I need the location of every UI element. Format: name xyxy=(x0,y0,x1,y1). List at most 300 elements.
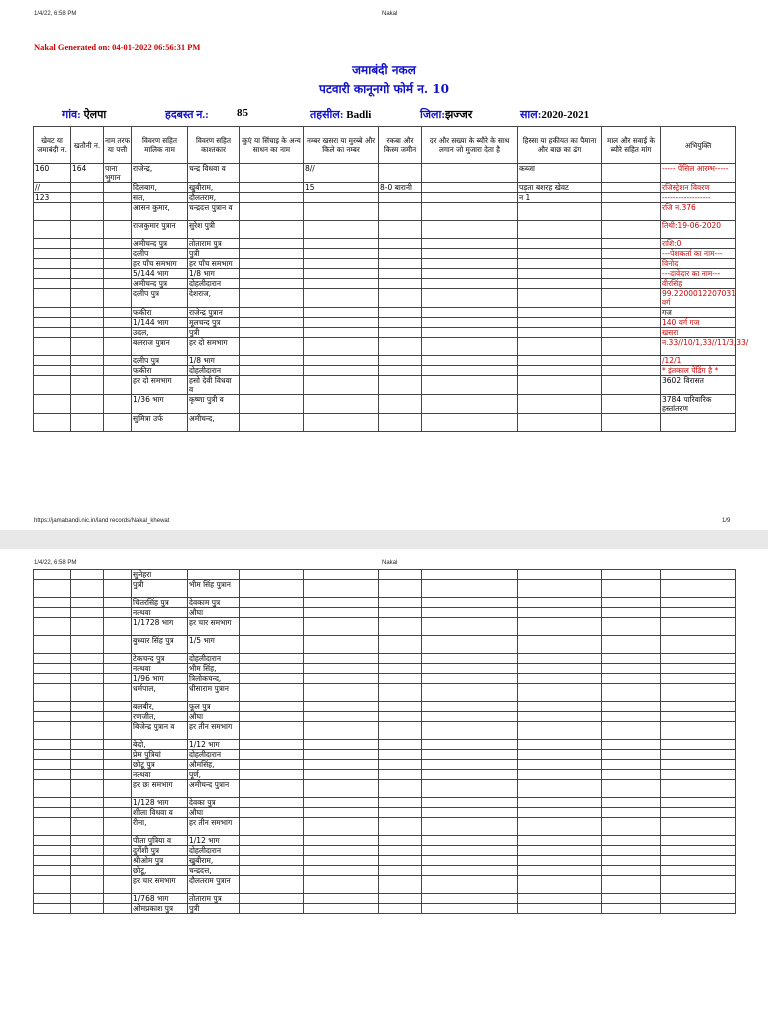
cell-khasra xyxy=(304,702,379,712)
cell-maal xyxy=(602,876,661,894)
cell-malik: राजकुमार पुत्रान xyxy=(132,221,188,239)
table-row xyxy=(34,598,736,608)
cell-khewat xyxy=(34,750,71,760)
cell-taraf xyxy=(104,674,132,684)
cell-maal xyxy=(602,221,661,239)
cell-remark: रजिस्ट्रेशन विवरण xyxy=(661,183,736,193)
cell-khasra xyxy=(304,366,379,376)
cell-kashtkar: खुबीराम, xyxy=(188,856,240,866)
cell-remark: 3784 पारिवारिक हस्तांतरण xyxy=(661,395,736,414)
cell-dar xyxy=(422,580,518,598)
cell-kuan xyxy=(240,356,304,366)
cell-khatoni xyxy=(71,722,104,740)
cell-khewat xyxy=(34,580,71,598)
cell-malik: शीला विधवा व xyxy=(132,808,188,818)
cell-khewat xyxy=(34,904,71,914)
cell-taraf xyxy=(104,664,132,674)
cell-dar xyxy=(422,866,518,876)
cell-khatoni xyxy=(71,395,104,414)
cell-maal xyxy=(602,780,661,798)
cell-malik: फकीरा xyxy=(132,366,188,376)
cell-khatoni xyxy=(71,846,104,856)
cell-khewat xyxy=(34,338,71,356)
nakal-generated-on: Nakal Generated on: 04-01-2022 06:56:31 PM xyxy=(34,42,201,52)
cell-taraf xyxy=(104,722,132,740)
cell-rakba xyxy=(379,279,422,289)
cell-hissa xyxy=(518,722,602,740)
cell-kashtkar: 1/5 भाग xyxy=(188,636,240,654)
cell-hissa xyxy=(518,395,602,414)
cell-dar xyxy=(422,269,518,279)
table-row xyxy=(34,856,736,866)
cell-kuan xyxy=(240,636,304,654)
cell-dar xyxy=(422,760,518,770)
cell-rakba xyxy=(379,239,422,249)
cell-taraf xyxy=(104,414,132,432)
cell-kuan xyxy=(240,866,304,876)
cell-khatoni xyxy=(71,193,104,203)
cell-khewat xyxy=(34,221,71,239)
cell-khatoni xyxy=(71,808,104,818)
cell-taraf xyxy=(104,702,132,712)
cell-hissa: पड़ता बशरह खेवट xyxy=(518,183,602,193)
cell-kuan xyxy=(240,664,304,674)
table-row xyxy=(34,249,736,259)
cell-rakba xyxy=(379,164,422,183)
cell-malik: राजेन्द्र, xyxy=(132,164,188,183)
cell-kashtkar: पुत्री xyxy=(188,904,240,914)
cell-kuan xyxy=(240,684,304,702)
cell-maal xyxy=(602,818,661,836)
cell-khatoni xyxy=(71,876,104,894)
cell-remark xyxy=(661,904,736,914)
cell-khasra xyxy=(304,608,379,618)
cell-rakba xyxy=(379,722,422,740)
cell-taraf xyxy=(104,780,132,798)
cell-remark xyxy=(661,712,736,722)
cell-dar xyxy=(422,722,518,740)
cell-dar xyxy=(422,636,518,654)
cell-kuan xyxy=(240,193,304,203)
print-footer-url: https://jamabandi.nic.in/land records/Nakal_khewat xyxy=(34,518,170,524)
cell-maal xyxy=(602,183,661,193)
table-row xyxy=(34,740,736,750)
cell-kuan xyxy=(240,249,304,259)
cell-kuan xyxy=(240,722,304,740)
cell-dar xyxy=(422,712,518,722)
cell-remark xyxy=(661,674,736,684)
cell-taraf xyxy=(104,193,132,203)
cell-hissa xyxy=(518,712,602,722)
cell-remark: ----- पेंसिल आरम्भ----- xyxy=(661,164,736,183)
cell-malik: अमीचन्द पुत्र xyxy=(132,239,188,249)
cell-taraf xyxy=(104,598,132,608)
cell-hissa xyxy=(518,239,602,249)
print-header-title: Nakal xyxy=(382,11,398,17)
cell-malik: नत्थवा xyxy=(132,664,188,674)
cell-dar xyxy=(422,193,518,203)
cell-taraf xyxy=(104,249,132,259)
cell-hissa xyxy=(518,684,602,702)
cell-khasra xyxy=(304,750,379,760)
cell-hissa xyxy=(518,249,602,259)
cell-khewat xyxy=(34,722,71,740)
cell-rakba xyxy=(379,193,422,203)
cell-remark xyxy=(661,664,736,674)
cell-khasra xyxy=(304,395,379,414)
table-row xyxy=(34,338,736,356)
cell-hissa xyxy=(518,740,602,750)
cell-taraf xyxy=(104,904,132,914)
table-row xyxy=(34,636,736,654)
cell-rakba xyxy=(379,702,422,712)
cell-hissa xyxy=(518,818,602,836)
cell-taraf xyxy=(104,395,132,414)
cell-hissa xyxy=(518,846,602,856)
cell-hissa xyxy=(518,598,602,608)
cell-khasra xyxy=(304,203,379,221)
cell-khasra xyxy=(304,338,379,356)
cell-khatoni xyxy=(71,740,104,750)
cell-khasra xyxy=(304,318,379,328)
cell-kashtkar: धीसाराम पुत्रान xyxy=(188,684,240,702)
cell-malik: सुनेहरा xyxy=(132,570,188,580)
cell-khewat xyxy=(34,618,71,636)
cell-hissa xyxy=(518,570,602,580)
table-row xyxy=(34,414,736,432)
cell-rakba xyxy=(379,328,422,338)
cell-maal xyxy=(602,580,661,598)
cell-kuan xyxy=(240,846,304,856)
cell-hissa xyxy=(518,259,602,269)
cell-hissa xyxy=(518,664,602,674)
table-row xyxy=(34,328,736,338)
cell-remark xyxy=(661,608,736,618)
cell-khasra xyxy=(304,636,379,654)
cell-rakba xyxy=(379,780,422,798)
table-row xyxy=(34,366,736,376)
cell-kashtkar: पुत्री xyxy=(188,249,240,259)
cell-kuan xyxy=(240,414,304,432)
cell-khewat xyxy=(34,664,71,674)
cell-taraf xyxy=(104,338,132,356)
cell-taraf xyxy=(104,876,132,894)
cell-kashtkar: हसो देवी विधवा व xyxy=(188,376,240,395)
cell-maal xyxy=(602,674,661,684)
cell-khatoni xyxy=(71,856,104,866)
cell-rakba xyxy=(379,249,422,259)
cell-maal xyxy=(602,269,661,279)
cell-rakba xyxy=(379,808,422,818)
cell-dar xyxy=(422,818,518,836)
cell-rakba xyxy=(379,684,422,702)
cell-hissa xyxy=(518,414,602,432)
cell-khatoni: 164 xyxy=(71,164,104,183)
cell-rakba xyxy=(379,366,422,376)
cell-taraf xyxy=(104,318,132,328)
cell-malik: बेदो, xyxy=(132,740,188,750)
meta-hadbast-value: 85 xyxy=(237,107,248,119)
cell-khasra xyxy=(304,356,379,366)
cell-malik: आसन कुमार, xyxy=(132,203,188,221)
cell-khasra xyxy=(304,818,379,836)
cell-remark xyxy=(661,570,736,580)
cell-kuan xyxy=(240,818,304,836)
cell-dar xyxy=(422,654,518,664)
cell-remark xyxy=(661,818,736,836)
cell-taraf xyxy=(104,328,132,338)
cell-taraf xyxy=(104,866,132,876)
cell-hissa xyxy=(518,366,602,376)
cell-taraf xyxy=(104,239,132,249)
cell-hissa xyxy=(518,203,602,221)
cell-khasra xyxy=(304,740,379,750)
cell-maal xyxy=(602,328,661,338)
cell-khasra xyxy=(304,770,379,780)
cell-khewat xyxy=(34,770,71,780)
table-row xyxy=(34,221,736,239)
cell-khasra xyxy=(304,760,379,770)
meta-saal: साल:2020-2021 xyxy=(520,109,590,121)
cell-remark: वीरसिंह xyxy=(661,279,736,289)
table-row xyxy=(34,894,736,904)
cell-malik: ओमप्रकाश पुत्र xyxy=(132,904,188,914)
cell-malik: अमीचन्द पुत्र xyxy=(132,279,188,289)
cell-khewat xyxy=(34,702,71,712)
cell-kashtkar: पूर्ण, xyxy=(188,770,240,780)
cell-hissa xyxy=(518,376,602,395)
cell-rakba xyxy=(379,750,422,760)
cell-khasra xyxy=(304,876,379,894)
cell-maal xyxy=(602,279,661,289)
cell-taraf xyxy=(104,750,132,760)
cell-malik: टेकचन्द पुत्र xyxy=(132,654,188,664)
cell-remark: न.33//10/1,33//11/3,33/ xyxy=(661,338,736,356)
cell-khasra xyxy=(304,712,379,722)
cell-khasra xyxy=(304,259,379,269)
cell-khewat xyxy=(34,684,71,702)
cell-malik: सुमित्रा उर्फ xyxy=(132,414,188,432)
cell-maal xyxy=(602,414,661,432)
cell-khasra xyxy=(304,664,379,674)
cell-khasra xyxy=(304,580,379,598)
cell-remark: ---दावेदार का नाम--- xyxy=(661,269,736,279)
cell-khatoni xyxy=(71,580,104,598)
cell-dar xyxy=(422,338,518,356)
cell-dar xyxy=(422,318,518,328)
cell-rakba xyxy=(379,798,422,808)
cell-rakba xyxy=(379,836,422,846)
cell-rakba xyxy=(379,608,422,618)
table-row xyxy=(34,808,736,818)
cell-maal xyxy=(602,636,661,654)
table-row xyxy=(34,183,736,193)
jamabandi-table-continued xyxy=(33,569,736,914)
cell-hissa xyxy=(518,876,602,894)
cell-taraf xyxy=(104,279,132,289)
cell-taraf xyxy=(104,760,132,770)
cell-maal xyxy=(602,798,661,808)
cell-rakba xyxy=(379,308,422,318)
table-row xyxy=(34,608,736,618)
cell-khatoni xyxy=(71,760,104,770)
cell-malik: हर चार समभाग xyxy=(132,876,188,894)
cell-maal xyxy=(602,239,661,249)
cell-kashtkar: दौलतराम, xyxy=(188,193,240,203)
cell-dar xyxy=(422,308,518,318)
cell-malik: 1/144 भाग xyxy=(132,318,188,328)
print-header-datetime: 1/4/22, 6:58 PM xyxy=(34,560,77,566)
cell-khewat xyxy=(34,395,71,414)
cell-khewat xyxy=(34,279,71,289)
cell-khatoni xyxy=(71,618,104,636)
cell-malik: 1/96 भाग xyxy=(132,674,188,684)
cell-remark: ------------------ xyxy=(661,193,736,203)
cell-taraf xyxy=(104,376,132,395)
cell-malik: प्रेम पुत्रियां xyxy=(132,750,188,760)
cell-remark xyxy=(661,876,736,894)
cell-rakba xyxy=(379,269,422,279)
table-row xyxy=(34,193,736,203)
cell-maal xyxy=(602,376,661,395)
cell-remark xyxy=(661,618,736,636)
cell-khewat xyxy=(34,740,71,750)
cell-kashtkar: चन्द्रदत्त पुत्रान व xyxy=(188,203,240,221)
cell-khatoni xyxy=(71,702,104,712)
table-row xyxy=(34,684,736,702)
cell-taraf xyxy=(104,221,132,239)
cell-rakba xyxy=(379,818,422,836)
cell-rakba xyxy=(379,289,422,308)
cell-khewat xyxy=(34,836,71,846)
cell-kashtkar: दोहलीदारान xyxy=(188,750,240,760)
cell-taraf xyxy=(104,203,132,221)
cell-kashtkar: दोहलीदारान xyxy=(188,366,240,376)
cell-malik: 1/1728 भाग xyxy=(132,618,188,636)
cell-khatoni xyxy=(71,570,104,580)
column-header: अभियुक्ति xyxy=(661,127,736,164)
cell-kuan xyxy=(240,894,304,904)
cell-taraf xyxy=(104,740,132,750)
table-row xyxy=(34,760,736,770)
cell-maal xyxy=(602,308,661,318)
cell-kuan xyxy=(240,221,304,239)
cell-khewat xyxy=(34,239,71,249)
cell-khasra: 8// xyxy=(304,164,379,183)
cell-malik: बुध्यार सिंह पुत्र xyxy=(132,636,188,654)
cell-rakba xyxy=(379,376,422,395)
cell-taraf xyxy=(104,308,132,318)
column-header: दर और सख्या के ब्यौरे के साथ लगान जो मुजारा देता है xyxy=(422,127,518,164)
cell-maal xyxy=(602,856,661,866)
cell-malik: चितरसिंह पुत्र xyxy=(132,598,188,608)
column-header: नाम तरफ या पत्ती xyxy=(104,127,132,164)
cell-khatoni xyxy=(71,338,104,356)
cell-taraf xyxy=(104,608,132,618)
cell-maal xyxy=(602,740,661,750)
cell-dar xyxy=(422,876,518,894)
cell-taraf xyxy=(104,770,132,780)
cell-remark xyxy=(661,846,736,856)
cell-rakba xyxy=(379,414,422,432)
cell-dar xyxy=(422,183,518,193)
table-row xyxy=(34,674,736,684)
cell-khewat xyxy=(34,356,71,366)
cell-khasra xyxy=(304,570,379,580)
cell-kuan xyxy=(240,318,304,328)
meta-zila: जिला:झज्जर xyxy=(420,109,473,121)
cell-malik: सत, xyxy=(132,193,188,203)
cell-maal xyxy=(602,289,661,308)
cell-kashtkar: दोहलीदारान xyxy=(188,846,240,856)
column-header: खतौनी न. xyxy=(71,127,104,164)
cell-khasra xyxy=(304,654,379,664)
cell-khatoni xyxy=(71,712,104,722)
cell-khewat xyxy=(34,328,71,338)
cell-khasra xyxy=(304,808,379,818)
cell-malik: नत्थवा xyxy=(132,770,188,780)
cell-rakba xyxy=(379,760,422,770)
column-header: हिस्सा या हकीयत का पैमाना और बाछ का ढंग xyxy=(518,127,602,164)
cell-maal xyxy=(602,664,661,674)
cell-kashtkar: 1/12 भाग xyxy=(188,740,240,750)
cell-khewat xyxy=(34,598,71,608)
cell-remark: गज xyxy=(661,308,736,318)
cell-kuan xyxy=(240,328,304,338)
cell-taraf xyxy=(104,894,132,904)
column-header: विवरण सहित मालिक नाम xyxy=(132,127,188,164)
table-row xyxy=(34,356,736,366)
cell-malik: दलीप पुत्र xyxy=(132,356,188,366)
table-row xyxy=(34,259,736,269)
cell-kashtkar: 1/12 भाग xyxy=(188,836,240,846)
cell-rakba xyxy=(379,636,422,654)
cell-khewat xyxy=(34,846,71,856)
cell-malik: पुत्री xyxy=(132,580,188,598)
cell-malik: फकीरा xyxy=(132,308,188,318)
cell-dar xyxy=(422,598,518,608)
cell-khewat xyxy=(34,780,71,798)
column-header: खेवट या जमाबंदी न. xyxy=(34,127,71,164)
table-row xyxy=(34,376,736,395)
table-row xyxy=(34,876,736,894)
cell-khewat xyxy=(34,366,71,376)
cell-maal xyxy=(602,750,661,760)
cell-khasra xyxy=(304,308,379,318)
cell-dar xyxy=(422,664,518,674)
cell-hissa xyxy=(518,798,602,808)
cell-taraf xyxy=(104,570,132,580)
cell-khewat xyxy=(34,289,71,308)
cell-khatoni xyxy=(71,866,104,876)
cell-kuan xyxy=(240,598,304,608)
cell-kashtkar: तोताराम पुत्र xyxy=(188,894,240,904)
cell-kuan xyxy=(240,239,304,249)
cell-khasra xyxy=(304,221,379,239)
cell-kuan xyxy=(240,760,304,770)
cell-dar xyxy=(422,856,518,866)
cell-khewat xyxy=(34,798,71,808)
cell-dar xyxy=(422,249,518,259)
cell-khasra xyxy=(304,376,379,395)
cell-khatoni xyxy=(71,259,104,269)
cell-khatoni xyxy=(71,684,104,702)
cell-malik: धर्मपाल, xyxy=(132,684,188,702)
cell-khewat xyxy=(34,308,71,318)
cell-kuan xyxy=(240,618,304,636)
cell-kashtkar: अमीचन्द पुत्रान xyxy=(188,780,240,798)
cell-rakba xyxy=(379,904,422,914)
